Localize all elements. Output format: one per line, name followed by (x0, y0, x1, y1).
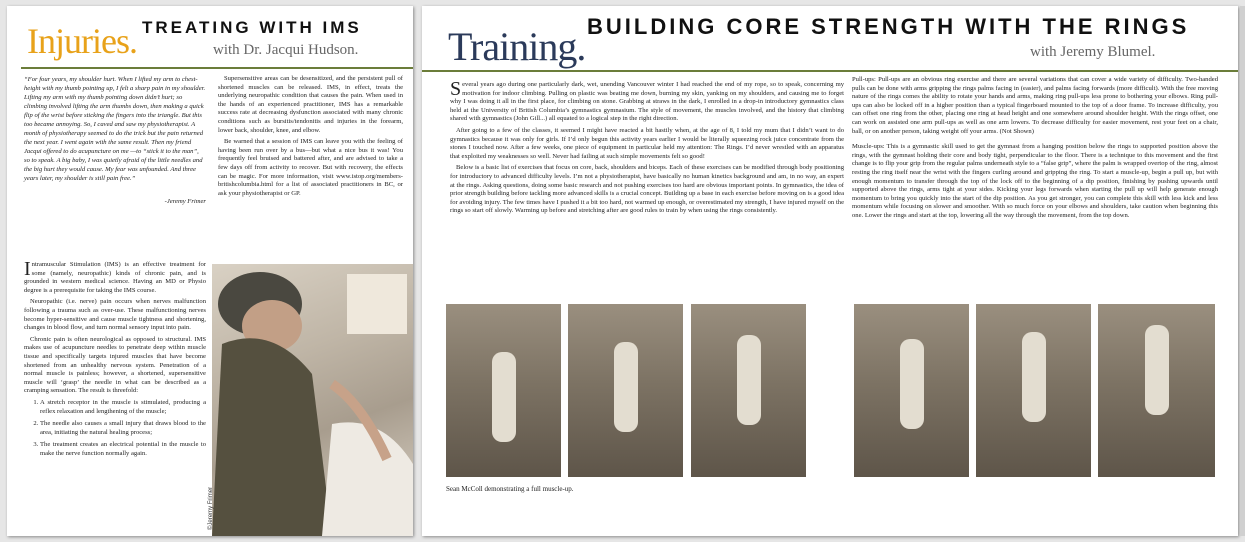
paragraph: Be warned that a session of IMS can leave you with the feeling of having been run over by a bus—but what a nice bus it was! You frequently feel bruised and battered after, and are advised to take a few days off from activity to recover. But with recovery, the effects can be magic. For more information, visit www.istop.org/members-britishcolumbia.html for a list of associated practitioners in BC, or ask your physiotherapist or GP. (218, 138, 403, 197)
header-rule (21, 67, 413, 69)
paragraph: Muscle-ups: This is a gymnastic skill used to get the gymnast from a hanging position below the rings to supported position above the rings, with the gymnast holding their core and body tight, perpendicular to the floor. There is a technique to this movement and the first change is to flip your grip from the regular palms underneath style to a “false grip”, where the palm is wrapped overtop of the ring, almost resting the ring itself near the wrist with the fingers curling around and gripping the ring. To start a muscle-up, begin a pull up, but with enough momentum to transfer through the top of the lock off to the beginning of a dip position, finishing by pushing upwards until supported above the rings, arms tight at your sides. Kicking your legs forwards when starting the pull up will help generate enough momentum to bring you quickly into the start of the dip position. As you get stronger, you can complete this skill with less kick and less momentum while focusing on slower and smoother. With so much force on your elbows and shoulders, take caution when beginning this one. Lower the rings and start at the top, lowering all the way through the movement, from the top down. (852, 143, 1218, 219)
climber-figure (1145, 325, 1169, 415)
muscle-up-photo-2 (568, 304, 683, 477)
pull-quote-text: “For four years, my shoulder hurt. When I lifted my arm to chest-height with my thumb pointing up, I felt a sharp pain in my shoulder. Lifting my arm with my thumb pointing down didn’t hurt; so climbing involved lifting the arm thumbs down, then making a quick flip of the wrist before sticking the fingers into the triangle. But this too became annoying. So, I caved and saw my physiotherapist. A month of physiotherapy seemed to do the trick but the pain returned the next year. I went again with the same result. Then my friend Jacqui offered to do acupuncture on me —to “stick it to the man”, so to speak. A big baby, I was quietly afraid of the little needles and the big hurt they would cause. My fear was unfounded. And three years later, my shoulder is still pain free.” (24, 76, 206, 182)
muscle-up-photo-5 (976, 304, 1091, 477)
photo-credit: ©Jeremy Frimer (208, 486, 214, 530)
left-page (7, 6, 413, 536)
training-subtitle: BUILDING CORE STRENGTH WITH THE RINGS (587, 14, 1190, 39)
pull-quote (24, 75, 206, 206)
scrollbar[interactable] (1240, 6, 1245, 536)
rings-column-a (450, 78, 844, 219)
drop-cap: I (24, 258, 31, 280)
paragraph (24, 258, 206, 295)
list-item: 3. The treatment creates an electrical potential in the muscle to make the nerve function normally again. (40, 441, 206, 458)
ims-treatment-photo (208, 264, 413, 536)
list-item: 1. A stretch receptor in the muscle is stimulated, producing a reflex relaxation and lengthening of the muscle; (40, 399, 206, 416)
ims-column-a (24, 258, 206, 462)
pull-quote-author: -Jeremy Frimer (164, 198, 206, 205)
drop-cap: S (450, 78, 462, 100)
climber-figure (614, 342, 638, 432)
list-item: 2. The needle also causes a small injury that draws blood to the area, initiating the natural healing process; (40, 420, 206, 437)
muscle-up-photo-3 (691, 304, 806, 477)
muscle-up-photo-4 (854, 304, 969, 477)
ims-column-b (218, 75, 403, 201)
injuries-author: with Dr. Jacqui Hudson. (213, 42, 359, 58)
photo-illustration (212, 264, 413, 536)
injuries-title: Injuries. (27, 21, 137, 61)
paragraph (450, 78, 844, 124)
paragraph-text: everal years ago during one particularly dark, wet, unending Vancouver winter I had reached the end of my rope, so to speak, concerning my motivation for indoor climbing. Pulling on plastic was beating me down, burning my skin, yanking on my shoulders, and causing me to forget why I was doing it all in the first place, for climbing on stone. Grabbing at straws in the dark, I enrolled in a drop-in introductory gymnastics class held at the University of British Columbia’s gymnastics gymnasium. The style of movement, the muscles involved, and the history that climbing shared with gymnastics (John Gill...) all equated to a logical step in the right direction. (450, 81, 844, 123)
paragraph: After going to a few of the classes, it seemed I might have reacted a bit hastily when, at the age of 8, I told my mum that I didn’t want to do gymnastics because it was only for girls. If I’d only begun this activity years earlier I would be literally squeezing rock juice concentrate from the stones I touched now. After a few weeks, one piece of equipment in particular held my attention: The Rings. I’d never wrestled with an apparatus that exploited my weaknesses so well. Never had failing at such simple movements felt so good! (450, 126, 844, 160)
training-title: Training. (448, 24, 586, 69)
muscle-up-photo-1 (446, 304, 561, 477)
injuries-subtitle: TREATING WITH IMS (142, 18, 362, 37)
paragraph: Chronic pain is often neurological as opposed to structural. IMS makes use of acupuncture needles to penetrate deep within muscle tissue and specifically targets injured muscles that have become shortened from an unhealthy nervous system. Penetration of a normal muscle is painless; however, a shortened, supersensitive muscle will ‘grasp’ the needle in what can be described as a cramping sensation. The result is threefold: (24, 335, 206, 395)
climber-figure (492, 352, 516, 442)
paragraph: Below is a basic list of exercises that focus on core, back, shoulders and biceps. Each of these exercises can be modified through body positioning for introductory to advanced difficulty levels. I’m not a physiotherapist, have basically no human kinetics background and am, in no way, an expert at the rings. Asking questions, doing some basic research and not pushing exercises too hard are obvious important points. In gymnastics, the idea of prior strength building before tackling more advanced skills is a crucial concept. Building up a base in each exercise before moving on is a good idea for avoiding injury. The few times have I pushed it a bit too hard, not warmed up enough, or overestimated my strength, I have injured myself on the rings so start off slowly. Warming up before and stretching after are good rules to train by when using the rings consistently. (450, 164, 844, 215)
rings-column-b (852, 76, 1218, 228)
paragraph: Supersensitive areas can be desensitized, and the persistent pull of shortened muscles can be released. IMS, in effect, treats the underlying neuropathic condition that causes the pain. When used in the hands of an experienced practitioner, IMS has a remarkable success rate at decreasing dysfunction associated with many chronic conditions such as bursitis/tendonitis and injuries in the forearm, lower back, shoulder, knee, and elbow. (218, 75, 403, 134)
photo-caption: Sean McColl demonstrating a full muscle-up. (446, 485, 574, 493)
training-author: with Jeremy Blumel. (1030, 44, 1156, 60)
header-rule (422, 70, 1238, 72)
climber-figure (1022, 332, 1046, 422)
climber-figure (737, 335, 761, 425)
paragraph-text: ntramuscular Stimulation (IMS) is an effective treatment for some (namely, neuropathic) kinds of chronic pain, and is grounded in western medical science. Having an MD or Physio degree is a prerequisite for taking the IMS course. (24, 261, 206, 294)
climber-figure (900, 339, 924, 429)
paragraph: Pull-ups: Pull-ups are an obvious ring exercise and there are several variations that can cover a wide variety of difficulty. Two-handed pulls can be done with arms gripping the rings palms facing in (easier), and palms facing forwards (more difficult). With the free moving nature of the rings comes the ability to rotate your hands and arms, making ring pull-ups less prone to bothering your elbows. Ring pull-ups can also be locked off in a higher position than a typical fingerboard mounted to the top of a door frame. To increase difficulty, you can offset one ring from the other, placing one ring at head height and one somewhere around shoulder height. With the rings offset, one can work on assisted one arm pull-ups as well as one arm lowers. To decrease difficulty for easier movement, rest your feet on a chair, ball, or on another person, taking weight off your arms. (Not Shown) (852, 76, 1218, 135)
paragraph: Neuropathic (i.e. nerve) pain occurs when nerves malfunction following a trauma such as over-use. These malfunctioning nerves become hyper-sensitive and cause muscle tightness and shortening, changes in blood flow, and turn normal sensory input into pain. (24, 298, 206, 332)
muscle-up-photo-6 (1098, 304, 1215, 477)
result-list (24, 399, 206, 459)
right-page (422, 6, 1238, 536)
